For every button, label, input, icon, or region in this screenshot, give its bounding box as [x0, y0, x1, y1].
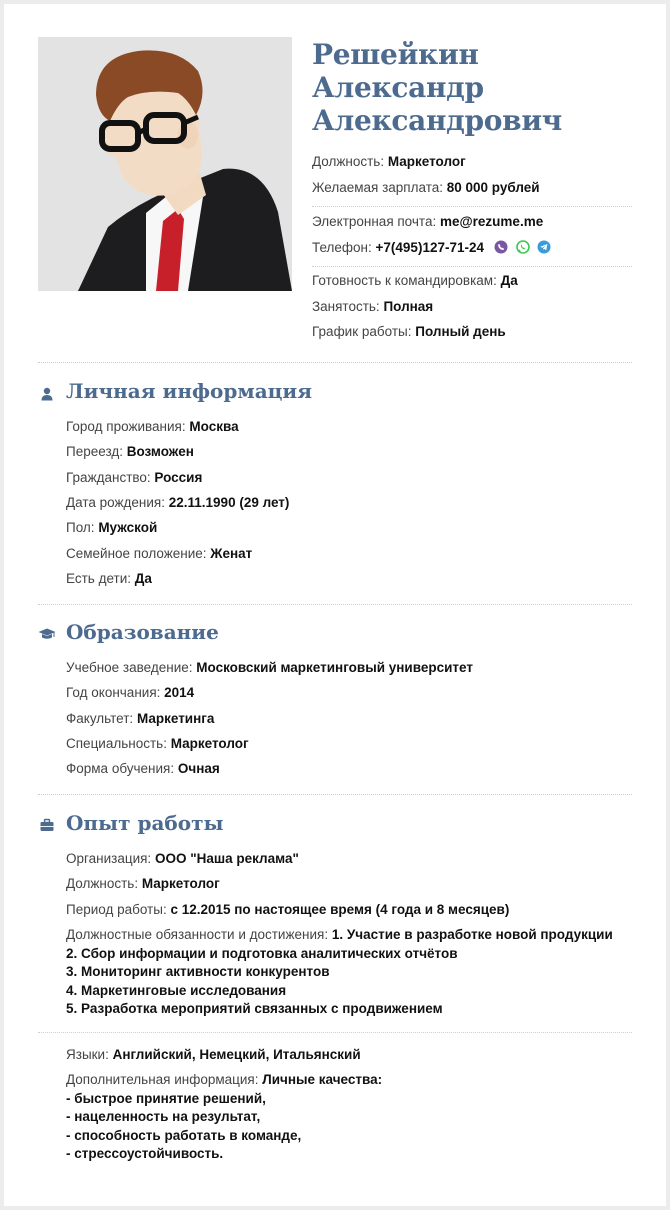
phone-row: Телефон: +7(495)127-71-24	[312, 240, 551, 255]
duty-item: 4. Маркетинговые исследования	[66, 982, 287, 998]
education-row: Специальность: Маркетолог	[66, 736, 249, 751]
duties-label: Должностные обязанности и достижения:	[66, 927, 329, 942]
section-divider	[38, 604, 632, 605]
info-line-first	[66, 1071, 382, 1090]
personal-row: Семейное положение: Женат	[66, 546, 253, 561]
viber-icon[interactable]	[494, 240, 508, 254]
education-row: Учебное заведение: Московский маркетинговый университет	[66, 660, 473, 675]
personal-row: Город проживания: Москва	[66, 419, 239, 434]
profile-photo	[38, 37, 292, 291]
personal-row: Есть дети: Да	[66, 571, 152, 586]
personal-row: Дата рождения: 22.11.1990 (29 лет)	[66, 495, 290, 510]
trips-row: Готовность к командировкам: Да	[312, 273, 518, 288]
info-line: Личные качества:	[262, 1072, 383, 1087]
name-line: Александр	[312, 71, 484, 104]
education-row: Факультет: Маркетинга	[66, 711, 215, 726]
experience-row: Должность: Маркетолог	[66, 876, 220, 891]
section-divider	[38, 1032, 632, 1033]
duty-line-first	[66, 926, 613, 945]
section-title-experience: Опыт работы	[66, 811, 224, 835]
section-title-education: Образование	[66, 620, 219, 644]
personal-row: Переезд: Возможен	[66, 444, 194, 459]
additional-info-block	[66, 1071, 382, 1164]
email-link[interactable]: me@rezume.me	[440, 214, 544, 229]
full-name	[312, 38, 652, 137]
email-row: Электронная почта: me@rezume.me	[312, 214, 544, 229]
name-line: Александрович	[312, 104, 563, 137]
duty-item: 5. Разработка мероприятий связанных с продвижением	[66, 1001, 443, 1016]
section-divider	[38, 794, 632, 795]
experience-row: Период работы: с 12.2015 по настоящее время (4 года и 8 месяцев)	[66, 902, 510, 917]
experience-row: Организация: ООО "Наша реклама"	[66, 851, 299, 866]
name-line: Решейкин	[312, 38, 479, 71]
divider	[312, 206, 632, 207]
salary-row: Желаемая зарплата: 80 000 рублей	[312, 180, 540, 195]
telegram-icon[interactable]	[537, 240, 551, 254]
position-row: Должность: Маркетолог	[312, 154, 466, 169]
section-divider	[38, 362, 632, 363]
briefcase-icon	[40, 818, 54, 832]
duties-block	[66, 926, 613, 1019]
employment-row: Занятость: Полная	[312, 299, 434, 314]
education-row: Год окончания: 2014	[66, 685, 195, 700]
duty-item: 2. Сбор информации и подготовка аналитических отчётов	[66, 945, 458, 961]
info-line: - нацеленность на результат,	[66, 1109, 261, 1124]
avatar-illustration	[38, 37, 292, 291]
resume-page	[4, 4, 666, 1206]
duty-item: 3. Мониторинг активности конкурентов	[66, 964, 330, 979]
graduation-cap-icon	[38, 627, 56, 641]
info-line: - способность работать в команде,	[66, 1127, 302, 1143]
section-title-personal: Личная информация	[66, 379, 313, 403]
education-row: Форма обучения: Очная	[66, 761, 220, 776]
personal-row: Пол: Мужской	[66, 520, 158, 535]
schedule-row: График работы: Полный день	[312, 324, 506, 339]
personal-row: Гражданство: Россия	[66, 470, 203, 485]
whatsapp-icon[interactable]	[516, 240, 530, 254]
info-line: - стрессоустойчивость.	[66, 1146, 224, 1161]
person-icon	[40, 387, 54, 401]
info-line: - быстрое принятие решений,	[66, 1090, 266, 1106]
languages-row: Языки: Английский, Немецкий, Итальянский	[66, 1047, 361, 1062]
divider	[312, 266, 632, 267]
duty-item: 1. Участие в разработке новой продукции	[331, 927, 613, 942]
info-label: Дополнительная информация:	[66, 1072, 259, 1087]
